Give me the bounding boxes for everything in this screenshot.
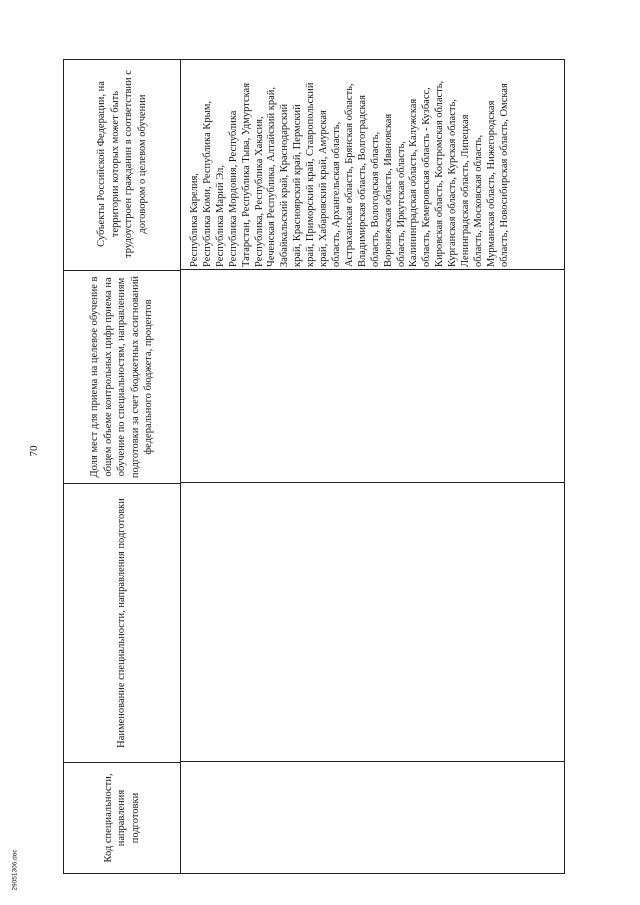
regions-line: Кировская область, Костромская область, <box>434 80 446 267</box>
regions-line: Республика, Республика Хакасия, <box>253 116 265 267</box>
header-subjects <box>64 59 181 270</box>
regions-line: Мурманская область, Нижегородская <box>485 100 497 267</box>
regions-line: Республика Мордовия, Республика <box>227 110 239 267</box>
rotated-table <box>63 59 565 874</box>
rotated-table-container <box>63 59 565 874</box>
header-code <box>64 762 181 873</box>
column-divider <box>181 482 564 483</box>
regions-line: область, Архангельская область, <box>330 121 342 267</box>
regions-line: край, Приморский край, Ставропольский <box>305 82 317 267</box>
regions-line: область, Вологодская область, <box>369 131 381 267</box>
column-divider <box>181 761 564 762</box>
document-id: 29051306.doc <box>11 849 19 891</box>
header-name <box>64 483 181 762</box>
header-subjects-text: Субъекты Российской Федерации, на территории которых может быть трудоустроен гражданин в соответствии с договором о целевом обучении <box>96 70 148 258</box>
regions-line: область, Иркутская область, <box>395 141 407 267</box>
header-share <box>64 270 181 483</box>
regions-line: Калининградская область, Калужская <box>408 98 420 267</box>
regions-line: край, Красноярский край, Пермский <box>292 104 304 267</box>
regions-line: Ленинградская область, Липецкая <box>460 114 472 267</box>
page-number: 70 <box>28 445 40 457</box>
table <box>63 59 565 874</box>
regions-line: область, Московская область, <box>472 134 484 267</box>
column-divider <box>181 269 564 270</box>
regions-line: Республика Коми, Республика Крым, <box>201 101 213 267</box>
regions-line: Астраханская область, Брянская область, <box>343 83 355 267</box>
header-code-text: Код специальности, направления подготовки <box>102 773 141 863</box>
regions-line: Курганская область, Курская область, <box>447 99 459 267</box>
regions-line: Владимирская область, Волгоградская <box>356 95 368 267</box>
regions-line: край, Хабаровский край, Амурская <box>318 110 330 267</box>
header-share-text: Доля мест для приема на целевое обучение в общем объеме контрольных цифр приема на обучение по специальностям, направлениям подготовки за счет бюджетных ассигнований федерального бюджета, процентов <box>89 275 155 479</box>
regions-line: Республика Марий Эл, <box>214 165 226 267</box>
header-name-text: Наименование специальности, направления подготовки <box>116 498 128 748</box>
regions-cell <box>189 61 512 267</box>
regions-line: Татарстан, Республика Тыва, Удмуртская <box>240 82 252 267</box>
regions-line: область, Новосибирская область, Омская <box>498 83 510 267</box>
regions-line: Чеченская Республика, Алтайский край, <box>266 86 278 267</box>
regions-line: Воронежская область, Ивановская <box>382 113 394 267</box>
regions-line: Республика Карелия, <box>189 173 200 267</box>
regions-line: область, Кемеровская область - Кузбасс, <box>421 87 433 267</box>
regions-line: Забайкальский край, Краснодарский <box>279 103 291 267</box>
